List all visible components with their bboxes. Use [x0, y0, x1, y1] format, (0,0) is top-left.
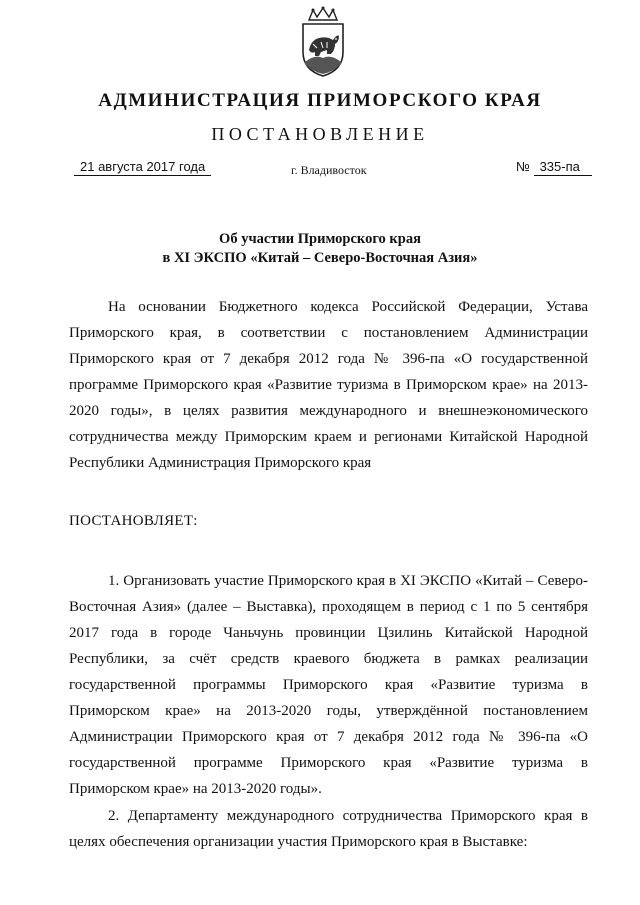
document-city: г. Владивосток — [291, 163, 367, 177]
number-value: 335-па — [534, 159, 592, 176]
number-label: № — [516, 159, 530, 174]
item-2-paragraph: 2. Департаменту международного сотрудничества Приморского края в целях обеспечения организации участия Приморского края в Выставке: — [69, 808, 588, 850]
coat-of-arms-emblem — [297, 6, 349, 78]
decree-heading: ПОСТАНОВЛЯЕТ: — [69, 513, 198, 529]
organization-name: АДМИНИСТРАЦИЯ ПРИМОРСКОГО КРАЯ — [98, 90, 542, 111]
item-1-paragraph: 1. Организовать участие Приморского края в XI ЭКСПО «Китай – Северо-Восточная Азия» (далее – Выставка), проходящем в период с 1 по 5 сентября 2017 года в городе Чаньчунь провинции Цзилинь Китайской Народной Республики, за счёт средств краевого бюджета в рамках реализации государственной программы Приморского края «Развитие туризма в Приморском крае» на 2013-2020 годы, утверждённой постановлением Администрации Приморского края от 7 декабря 2012 года № 396-па «О государственной программе Приморского края «Развитие туризма в Приморском крае» на 2013-2020 годы». — [69, 573, 588, 797]
title-line-1: Об участии Приморского края — [219, 231, 421, 247]
document-number — [516, 159, 592, 176]
preamble-paragraph: На основании Бюджетного кодекса Российской Федерации, Устава Приморского края, в соответствии с постановлением Администрации Приморского края от 7 декабря 2012 года № 396-па «О государственной программе Приморского края «Развитие туризма в Приморском крае» на 2013-2020 годы», в целях развития международного и внешнеэкономического сотрудничества между Приморским краем и регионами Китайской Народной Республики Администрация Приморского края — [69, 299, 588, 471]
document-title — [0, 230, 640, 268]
document-type: ПОСТАНОВЛЕНИЕ — [211, 124, 429, 144]
document-date: 21 августа 2017 года — [74, 159, 211, 176]
title-line-2: в XI ЭКСПО «Китай – Северо-Восточная Азия» — [162, 250, 478, 266]
